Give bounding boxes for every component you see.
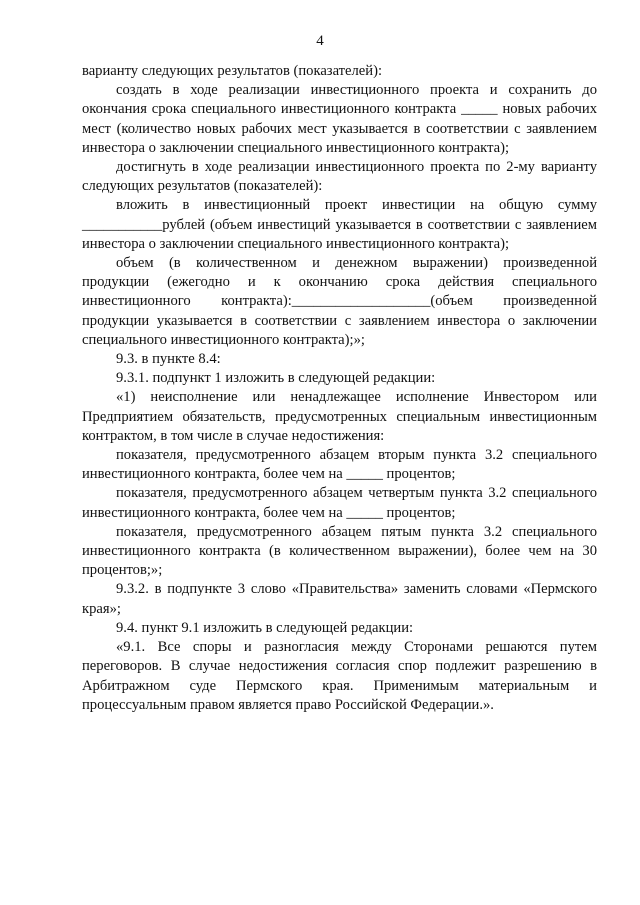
paragraph: вложить в инвестиционный проект инвестиции на общую сумму ___________рублей (объем инвестиций указывается в соответствии с заявлением инвестора о заключении специального инвестиционного контракта); [82,197,597,252]
paragraph: 9.3.1. подпункт 1 изложить в следующей редакции: [116,370,436,387]
paragraph: «1) неисполнение или ненадлежащее исполнение Инвестором или Предприятием обязательств, предусмотренных специальным инвестиционным контрактом, в том числе в случае недостижения: [82,389,597,444]
paragraph: достигнуть в ходе реализации инвестиционного проекта по 2-му варианту следующих результатов (показателей): [82,159,597,195]
paragraph: 9.3.2. в подпункте 3 слово «Правительства» заменить словами «Пермского края»; [82,581,597,617]
paragraph: 9.3. в пункте 8.4: [116,351,221,368]
paragraph: варианту следующих результатов (показателей): [82,63,383,79]
paragraph: показателя, предусмотренного абзацем четвертым пункта 3.2 специального инвестиционного контракта, более чем на _____ процентов; [82,485,597,521]
paragraph: показателя, предусмотренного абзацем пятым пункта 3.2 специального инвестиционного контракта (в количественном выражении), более чем на 30 процентов;»; [82,523,597,579]
paragraph: «9.1. Все споры и разногласия между Сторонами решаются путем переговоров. В случае недостижения согласия спор подлежит разрешению в Арбитражном суде Пермского края. Применимым материальным и процессуальным правом является право Российской Федерации.». [82,639,597,713]
paragraph: создать в ходе реализации инвестиционного проекта и сохранить до окончания срока специального инвестиционного контракта _____ новых рабочих мест (количество новых рабочих мест указывается в соответствии с заявлением инвестора о заключении специального инвестиционного контракта); [82,82,597,156]
paragraph: объем (в количественном и денежном выражении) произведенной продукции (ежегодно и к окончанию срока действия специального инвестиционного контракта):___________________(объем произведенной продукции указывается в соответствии с заявлением инвестора о заключении специального инвестиционного контракта);»; [82,255,597,348]
paragraph: 9.4. пункт 9.1 изложить в следующей редакции: [116,619,414,636]
document-body [82,62,597,715]
paragraph: показателя, предусмотренного абзацем вторым пункта 3.2 специального инвестиционного контракта, более чем на _____ процентов; [82,447,597,483]
page-number: 4 [316,33,324,49]
